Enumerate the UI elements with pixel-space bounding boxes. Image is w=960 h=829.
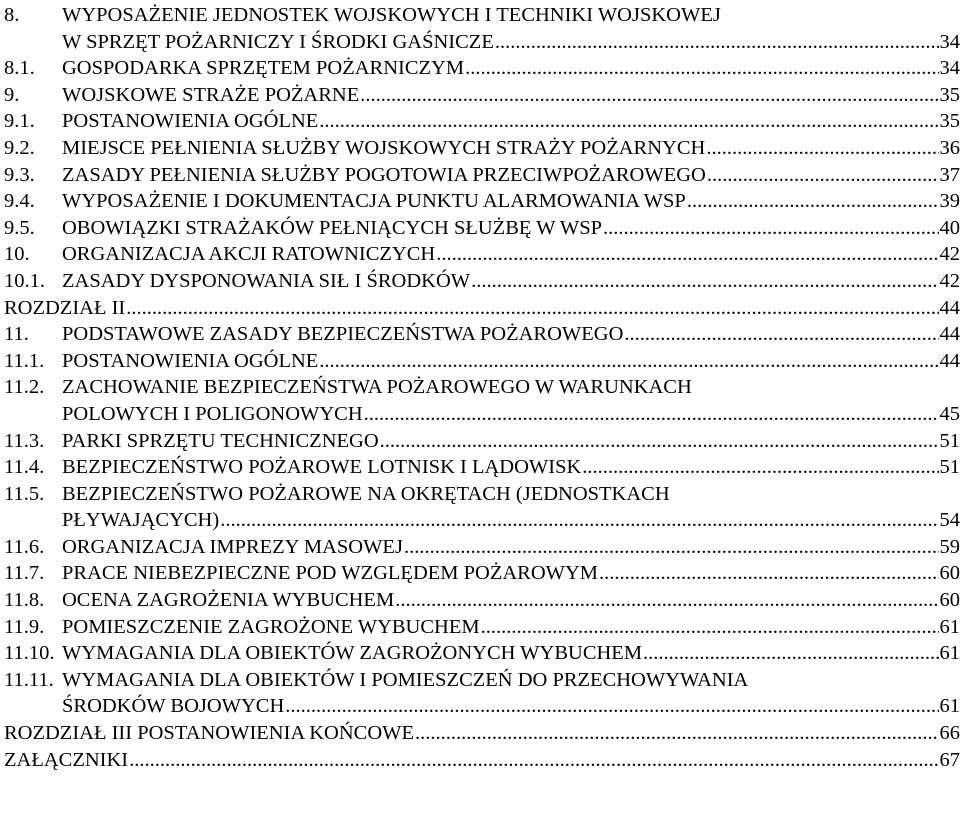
toc-entry-title: POSTANOWIENIA OGÓLNE (62, 110, 319, 133)
toc-entry[interactable] (4, 587, 960, 614)
toc-entry-page: 44 (939, 323, 960, 346)
toc-entry-title: PARKI SPRZĘTU TECHNICZNEGO (62, 429, 379, 452)
toc-entry-page: 44 (939, 349, 960, 372)
dot-leader (380, 428, 939, 455)
toc-entry-page: 42 (939, 243, 960, 266)
dot-leader (220, 507, 938, 534)
toc-entry-title: WYPOSAŻENIE JEDNOSTEK WOJSKOWYCH I TECHNIKI WOJSKOWEJ (62, 4, 721, 26)
dot-leader (687, 188, 939, 215)
toc-entry-title: WYMAGANIA DLA OBIEKTÓW I POMIESZCZEŃ DO PRZECHOWYWANIA (62, 668, 749, 691)
toc-entry[interactable] (4, 215, 960, 242)
toc-entry-page: 37 (939, 163, 960, 186)
toc-entry-page: 36 (939, 136, 960, 159)
toc-entry-title: POLOWYCH I POLIGONOWYCH (62, 402, 363, 425)
dot-leader (415, 720, 939, 747)
toc-entry-page: 61 (939, 642, 960, 665)
toc-entry-title: ZASADY PEŁNIENIA SŁUŻBY POGOTOWIA PRZECIWPOŻAROWEGO (62, 163, 706, 186)
toc-entry-title: BEZPIECZEŃSTWO POŻAROWE LOTNISK I LĄDOWISK (62, 456, 582, 479)
toc-entry-page: 40 (939, 216, 960, 239)
dot-leader (495, 29, 939, 56)
dot-leader (404, 534, 939, 561)
table-of-contents (4, 2, 960, 773)
toc-entry-number: 9. (4, 83, 20, 106)
toc-entry[interactable] (4, 82, 960, 109)
toc-entry[interactable] (4, 747, 960, 774)
toc-entry[interactable] (4, 108, 960, 135)
toc-entry-page: 34 (939, 30, 960, 53)
toc-entry-title: BEZPIECZEŃSTWO POŻAROWE NA OKRĘTACH (JEDNOSTKACH (62, 482, 670, 505)
toc-entry-page: 34 (939, 57, 960, 80)
toc-entry[interactable] (4, 321, 960, 348)
toc-entry-title: WOJSKOWE STRAŻE POŻARNE (62, 83, 360, 106)
dot-leader (603, 215, 938, 242)
dot-leader (126, 295, 938, 322)
toc-entry-number: 11.5. (4, 482, 45, 505)
dot-leader (465, 55, 938, 82)
toc-entry-page: 35 (939, 83, 960, 106)
dot-leader (624, 321, 938, 348)
toc-entry-number: 9.5. (4, 216, 35, 239)
dot-leader (319, 108, 938, 135)
toc-entry-title: POSTANOWIENIA OGÓLNE (62, 349, 319, 372)
toc-entry-number: 8.1. (4, 57, 35, 80)
toc-entry-number: 10. (4, 243, 30, 266)
dot-leader (285, 693, 938, 720)
toc-entry-page: 45 (939, 402, 960, 425)
dot-leader (599, 560, 938, 587)
dot-leader (436, 241, 938, 268)
toc-entry[interactable] (4, 720, 960, 747)
toc-entry[interactable] (4, 2, 960, 29)
toc-entry-title: OCENA ZAGROŻENIA WYBUCHEM (62, 589, 395, 612)
toc-entry-page: 44 (939, 296, 960, 319)
toc-entry[interactable] (4, 241, 960, 268)
toc-entry-number: 11.3. (4, 429, 45, 452)
toc-entry-number: 11.11. (4, 668, 54, 691)
toc-entry[interactable] (4, 507, 960, 534)
toc-entry-number: 9.1. (4, 110, 35, 133)
toc-entry-number: 9.4. (4, 190, 35, 213)
toc-entry-number: 11.2. (4, 376, 45, 399)
toc-entry-number: 11.8. (4, 589, 45, 612)
toc-entry-title: ZAŁĄCZNIKI (4, 748, 129, 771)
toc-entry[interactable] (4, 454, 960, 481)
dot-leader (706, 135, 938, 162)
toc-entry-page: 51 (939, 429, 960, 452)
toc-entry-number: 11.10. (4, 642, 55, 665)
toc-entry[interactable] (4, 693, 960, 720)
toc-entry-number: 10.1. (4, 269, 45, 292)
dot-leader (395, 587, 938, 614)
toc-entry-page: 61 (939, 695, 960, 718)
toc-entry[interactable] (4, 162, 960, 189)
dot-leader (471, 268, 938, 295)
toc-entry-page: 42 (939, 269, 960, 292)
toc-entry-title: OBOWIĄZKI STRAŻAKÓW PEŁNIĄCYCH SŁUŻBĘ W WSP (62, 216, 603, 239)
dot-leader (364, 401, 939, 428)
toc-entry-page: 59 (939, 535, 960, 558)
toc-entry-title: ROZDZIAŁ II (4, 296, 126, 319)
toc-entry-title: ZACHOWANIE BEZPIECZEŃSTWA POŻAROWEGO W WARUNKACH (62, 376, 692, 399)
toc-entry-page: 60 (939, 589, 960, 612)
toc-entry-title: ŚRODKÓW BOJOWYCH (62, 695, 285, 718)
toc-entry-page: 51 (939, 456, 960, 479)
toc-entry-page: 61 (939, 615, 960, 638)
toc-entry-page: 54 (939, 509, 960, 532)
toc-entry-title: W SPRZĘT POŻARNICZY I ŚRODKI GAŚNICZE (62, 30, 494, 53)
toc-entry-page: 67 (939, 748, 960, 771)
toc-entry-number: 11.1. (4, 349, 45, 372)
toc-entry[interactable] (4, 534, 960, 561)
toc-entry-title: ROZDZIAŁ III POSTANOWIENIA KOŃCOWE (4, 722, 414, 745)
dot-leader (360, 82, 938, 109)
toc-entry-title: WYMAGANIA DLA OBIEKTÓW ZAGROŻONYCH WYBUCHEM (62, 642, 643, 665)
toc-entry-title: MIEJSCE PEŁNIENIA SŁUŻBY WOJSKOWYCH STRAŻY POŻARNYCH (62, 136, 706, 159)
toc-entry[interactable] (4, 428, 960, 455)
toc-entry-number: 9.2. (4, 136, 35, 159)
dot-leader (481, 614, 939, 641)
toc-entry-page: 66 (939, 722, 960, 745)
dot-leader (582, 454, 938, 481)
toc-entry-page: 39 (939, 190, 960, 213)
toc-entry-number: 9.3. (4, 163, 35, 186)
toc-entry[interactable] (4, 560, 960, 587)
toc-entry-title: PODSTAWOWE ZASADY BEZPIECZEŃSTWA POŻAROWEGO (62, 323, 624, 346)
toc-entry-number: 11. (4, 323, 29, 346)
toc-entry-page: 60 (939, 562, 960, 585)
toc-entry-number: 8. (4, 4, 20, 26)
toc-entry[interactable] (4, 401, 960, 428)
toc-entry[interactable] (4, 55, 960, 82)
toc-entry-title: ORGANIZACJA IMPREZY MASOWEJ (62, 535, 403, 558)
toc-entry-number: 11.6. (4, 535, 45, 558)
toc-entry[interactable] (4, 640, 960, 667)
toc-entry[interactable] (4, 268, 960, 295)
dot-leader (707, 162, 939, 189)
toc-entry-title: WYPOSAŻENIE I DOKUMENTACJA PUNKTU ALARMOWANIA WSP (62, 190, 686, 213)
toc-entry-number: 11.9. (4, 615, 45, 638)
dot-leader (643, 640, 938, 667)
toc-entry-title: ORGANIZACJA AKCJI RATOWNICZYCH (62, 243, 436, 266)
dot-leader (319, 348, 938, 375)
toc-entry-title: GOSPODARKA SPRZĘTEM POŻARNICZYM (62, 57, 465, 80)
toc-entry[interactable] (4, 348, 960, 375)
toc-entry[interactable] (4, 135, 960, 162)
toc-entry[interactable] (4, 481, 960, 508)
toc-entry-title: PRACE NIEBEZPIECZNE POD WZGLĘDEM POŻAROWYM (62, 562, 599, 585)
dot-leader (129, 747, 938, 774)
toc-entry[interactable] (4, 295, 960, 322)
toc-entry[interactable] (4, 188, 960, 215)
toc-entry[interactable] (4, 374, 960, 401)
toc-entry[interactable] (4, 29, 960, 56)
toc-entry-title: PŁYWAJĄCYCH) (62, 509, 220, 532)
toc-entry-number: 11.4. (4, 456, 45, 479)
toc-entry-title: ZASADY DYSPONOWANIA SIŁ I ŚRODKÓW (62, 269, 471, 292)
toc-entry-title: POMIESZCZENIE ZAGROŻONE WYBUCHEM (62, 615, 480, 638)
toc-entry-number: 11.7. (4, 562, 45, 585)
toc-entry[interactable] (4, 667, 960, 694)
toc-entry[interactable] (4, 614, 960, 641)
toc-entry-page: 35 (939, 110, 960, 133)
